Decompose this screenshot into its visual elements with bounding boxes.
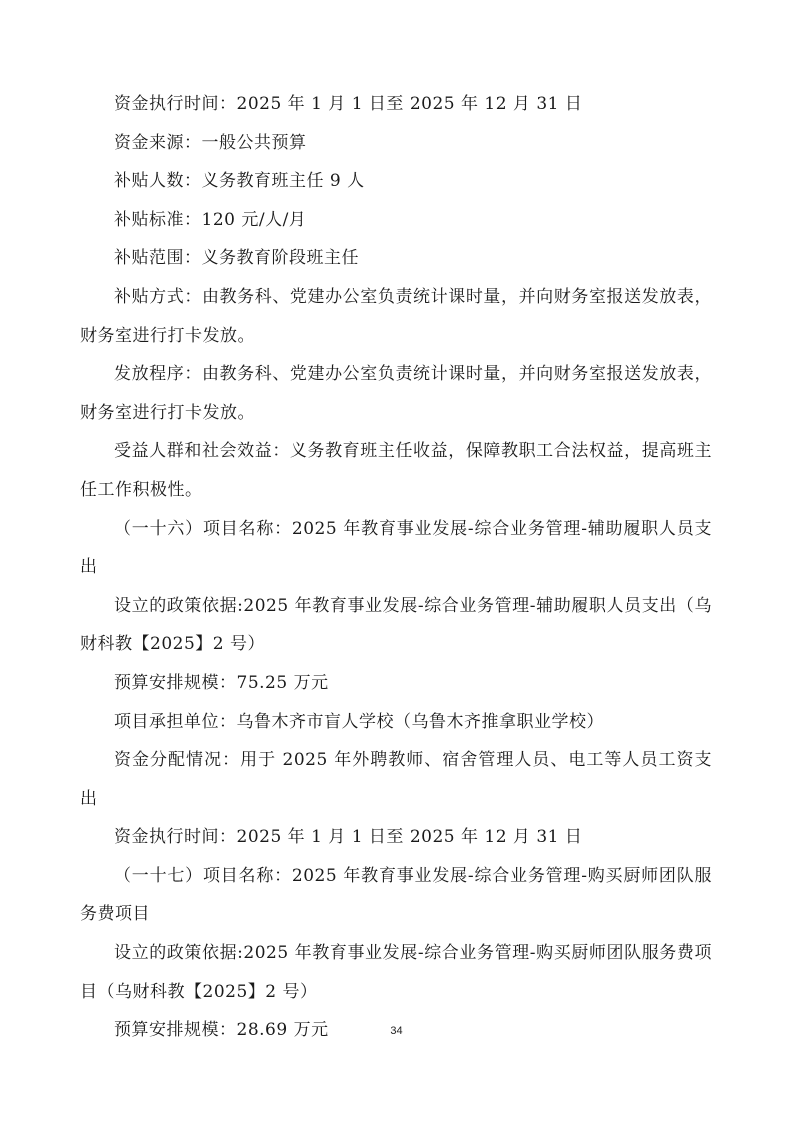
paragraph-subsidy-scope: 补贴范围：义务教育阶段班主任 (114, 248, 359, 269)
paragraph-subsidy-count: 补贴人数：义务教育班主任 9 人 (114, 171, 365, 192)
paragraph-project-17-basis: 设立的政策依据:2025 年教育事业发展-综合业务管理-购买厨师团队服务费项目（乌财科教【2025】2 号） (80, 943, 712, 1002)
paragraph-payment-procedure: 发放程序：由教务科、党建办公室负责统计课时量，并向财务室报送发放表，财务室进行打卡发放。 (80, 364, 712, 423)
paragraph-project-16-unit: 项目承担单位：乌鲁木齐市盲人学校（乌鲁木齐推拿职业学校） (114, 711, 604, 732)
paragraph-project-16-budget: 预算安排规模：75.25 万元 (114, 672, 329, 693)
paragraph-project-16-basis: 设立的政策依据:2025 年教育事业发展-综合业务管理-辅助履职人员支出（乌财科教【2025】2 号） (80, 595, 712, 655)
paragraph-fund-source: 资金来源：一般公共预算 (114, 132, 307, 153)
paragraph-project-17-budget: 预算安排规模：28.69 万元 (114, 1020, 329, 1041)
paragraph-project-16-allocation: 资金分配情况：用于 2025 年外聘教师、宿舍管理人员、电工等人员工资支出 (80, 750, 712, 809)
paragraph-project-16-period: 资金执行时间：2025 年 1 月 1 日至 2025 年 12 月 31 日 (114, 827, 583, 848)
paragraph-project-16-title: （一十六）项目名称：2025 年教育事业发展-综合业务管理-辅助履职人员支出 (80, 518, 712, 578)
paragraph-fund-period: 资金执行时间：2025 年 1 月 1 日至 2025 年 12 月 31 日 (114, 94, 583, 114)
page-number: 34 (390, 1025, 403, 1037)
paragraph-beneficiaries: 受益人群和社会效益：义务教育班主任收益，保障教职工合法权益，提高班主任工作积极性。 (80, 441, 712, 500)
paragraph-subsidy-method: 补贴方式：由教务科、党建办公室负责统计课时量，并向财务室报送发放表，财务室进行打卡发放。 (80, 286, 712, 346)
document-body (80, 85, 712, 1050)
paragraph-project-17-title: （一十七）项目名称：2025 年教育事业发展-综合业务管理-购买厨师团队服务费项目 (80, 865, 712, 925)
paragraph-subsidy-standard: 补贴标准：120 元/人/月 (114, 209, 307, 230)
